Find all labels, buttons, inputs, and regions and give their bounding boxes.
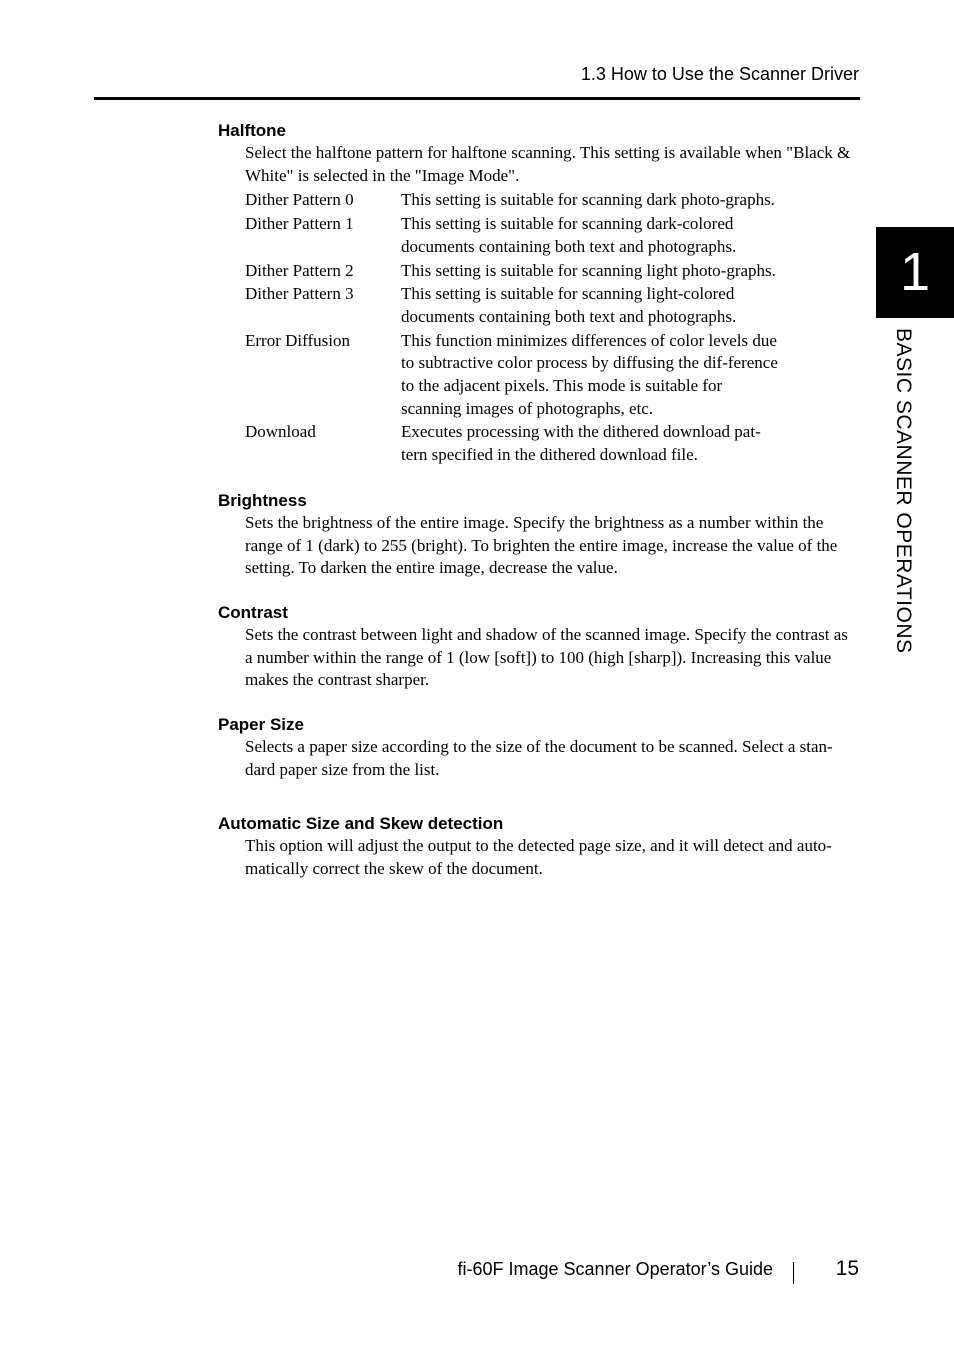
section-body: This option will adjust the output to the detected page size, and it will detect and auto-matically correct the skew of the document. (245, 836, 832, 879)
section-body: Sets the brightness of the entire image. Specify the brightness as a number within the range of 1 (dark) to 255 (bright). To brighten the entire image, increase the value of the setting. To darken the entire image, decrease the value. (245, 512, 838, 578)
header-rule (94, 97, 860, 100)
definition-description: This setting is suitable for scanning light photo-graphs. (401, 260, 776, 280)
section-brightness (218, 490, 858, 580)
definition-row (245, 260, 781, 284)
definition-description: This setting is suitable for scanning dark photo-graphs. (401, 190, 775, 210)
page-content (218, 120, 858, 881)
section-paper-size (218, 714, 858, 781)
section-contrast (218, 602, 858, 692)
section-body: Select the halftone pattern for halftone scanning. This setting is available when "Black & White" is selected in the "Image Mode". (245, 143, 851, 185)
definition-description: This setting is suitable for scanning light-colored documents containing both text and photographs. (401, 284, 737, 326)
definition-row (245, 330, 781, 422)
section-body: Selects a paper size according to the size of the document to be scanned. Select a stan-dard paper size from the list. (245, 737, 833, 779)
definition-row (245, 421, 781, 467)
chapter-title: BASIC SCANNER OPERATIONS (892, 328, 915, 654)
footer-divider (793, 1262, 794, 1284)
definition-row (245, 213, 781, 259)
section-heading: Brightness (218, 490, 307, 510)
running-head: 1.3 How to Use the Scanner Driver (580, 64, 859, 84)
section-heading: Automatic Size and Skew detection (218, 814, 504, 834)
dither-pattern-table (245, 189, 781, 467)
page-number: 15 (835, 1257, 859, 1280)
definition-term: Download (245, 422, 316, 442)
section-body: Sets the contrast between light and shadow of the scanned image. Specify the contrast as a number within the range of 1 (low [soft]) to 100 (high [sharp]). Increasing this value makes the contrast sharper. (245, 624, 848, 690)
section-automatic-size-skew (218, 813, 858, 880)
definition-term: Dither Pattern 0 (245, 190, 354, 210)
definition-term: Error Diffusion (245, 330, 350, 350)
definition-term: Dither Pattern 3 (245, 284, 354, 304)
footer-guide-title: fi-60F Image Scanner Operator’s Guide (457, 1259, 773, 1279)
definition-description: This function minimizes differences of color levels due to subtractive color process by diffusing the dif-ference to the adjacent pixels. This mode is suitable for scanning images of photographs, etc. (401, 330, 778, 418)
section-heading: Contrast (218, 602, 288, 622)
section-halftone (218, 120, 858, 468)
section-heading: Paper Size (218, 715, 304, 735)
definition-row (245, 283, 781, 329)
definition-description: Executes processing with the dithered download pat-tern specified in the dithered download file. (401, 422, 761, 465)
section-heading: Halftone (218, 121, 286, 140)
definition-term: Dither Pattern 1 (245, 214, 354, 234)
chapter-number-tab: 1 (876, 227, 954, 318)
definition-term: Dither Pattern 2 (245, 260, 354, 280)
definition-row (245, 189, 781, 213)
definition-description: This setting is suitable for scanning dark-colored documents containing both text and photographs. (401, 214, 737, 256)
